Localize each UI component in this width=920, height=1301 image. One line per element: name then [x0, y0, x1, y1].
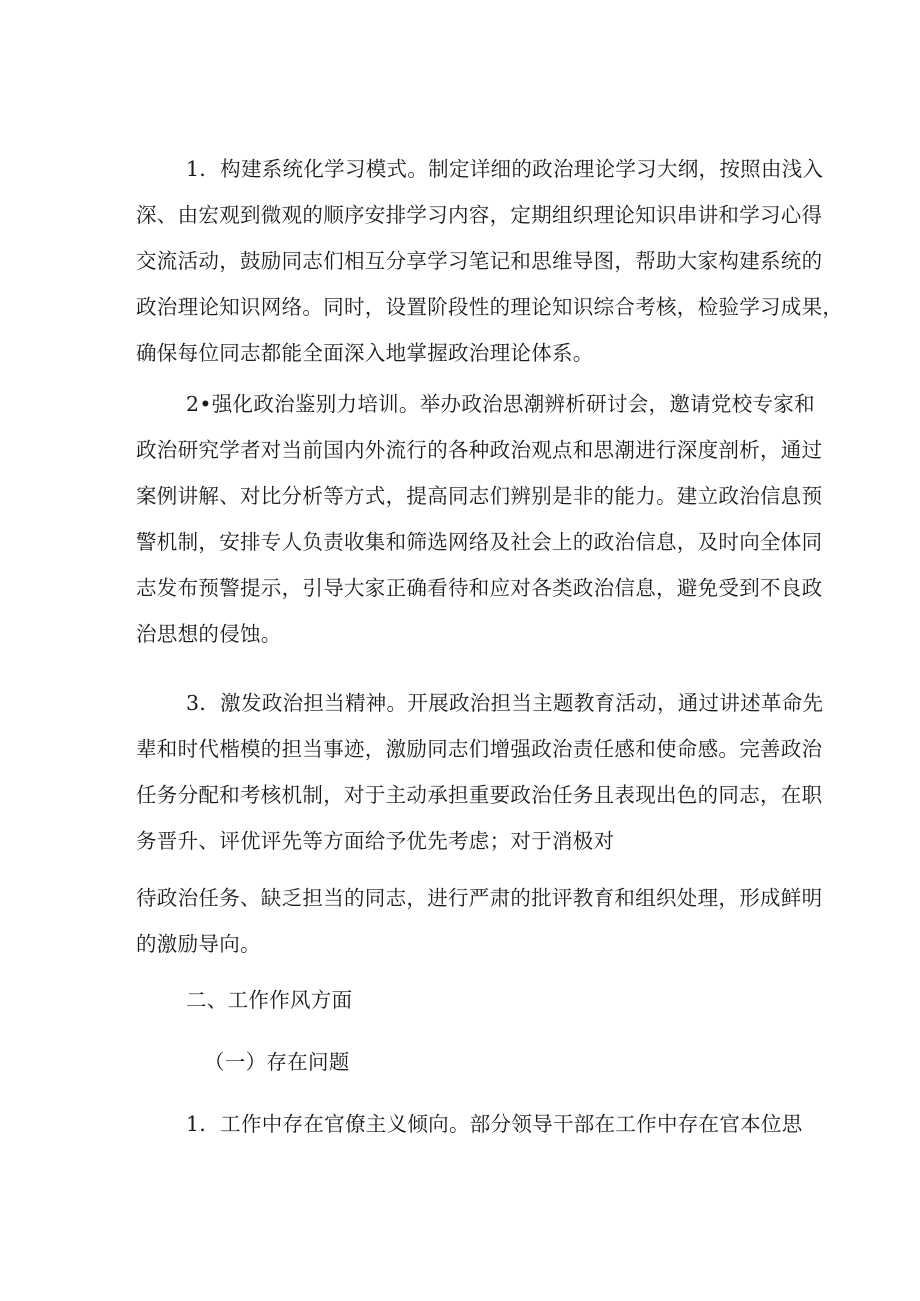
text-line: 警机制，安排专人负责收集和筛选网络及社会上的政治信息，及时向全体同 [136, 530, 823, 554]
text-line: 务晋升、评优评先等方面给予优先考虑；对于消极对 [136, 829, 615, 853]
text-line: 政治研究学者对当前国内外流行的各种政治观点和思潮进行深度剖析，通过 [136, 438, 823, 462]
text-line: 3．激发政治担当精神。开展政治担当主题教育活动，通过讲述革命先 [186, 691, 824, 715]
text-line: 的激励导向。 [136, 932, 261, 956]
text-line: 志发布预警提示，引导大家正确看待和应对各类政治信息，避免受到不良政 [136, 576, 823, 600]
text-line: 2•强化政治鉴别力培训。举办政治思潮辨析研讨会，邀请党校专家和 [186, 392, 815, 416]
text-line: 待政治任务、缺乏担当的同志，进行严肃的批评教育和组织处理，形成鲜明 [136, 886, 823, 910]
paragraph-bureaucratism [136, 1101, 803, 1147]
paragraph-systematic-learning [136, 146, 844, 376]
paragraph-continuation [136, 875, 823, 967]
text-line: 治思想的侵蚀。 [136, 622, 282, 646]
text-line: 深、由宏观到微观的顺序安排学习内容，定期组织理论知识串讲和学习心得 [136, 203, 823, 227]
text-line: 任务分配和考核机制，对于主动承担重要政治任务且表现出色的同志，在职 [136, 783, 823, 807]
section-heading-work-style [136, 977, 796, 1023]
heading-text: （一）存在问题 [204, 1050, 350, 1074]
text-line: 1．构建系统化学习模式。制定详细的政治理论学习大纲，按照由浅入 [186, 157, 824, 181]
text-line: 交流活动，鼓励同志们相互分享学习笔记和思维导图，帮助大家构建系统的 [136, 249, 823, 273]
text-line: 辈和时代楷模的担当事迹，激励同志们增强政治责任感和使命感。完善政治 [136, 737, 823, 761]
text-line: 政治理论知识网络。同时，设置阶段性的理论知识综合考核，检验学习成果， [136, 295, 844, 319]
paragraph-political-discernment [136, 381, 823, 657]
text-line: 1．工作中存在官僚主义倾向。部分领导干部在工作中存在官本位思 [186, 1112, 803, 1136]
text-line: 确保每位同志都能全面深入地掌握政治理论体系。 [136, 341, 594, 365]
heading-text: 二、工作作风方面 [186, 988, 353, 1012]
paragraph-political-responsibility [136, 680, 824, 864]
text-line: 案例讲解、对比分析等方式，提高同志们辨别是非的能力。建立政治信息预 [136, 484, 823, 508]
subsection-heading-problems [136, 1039, 796, 1085]
